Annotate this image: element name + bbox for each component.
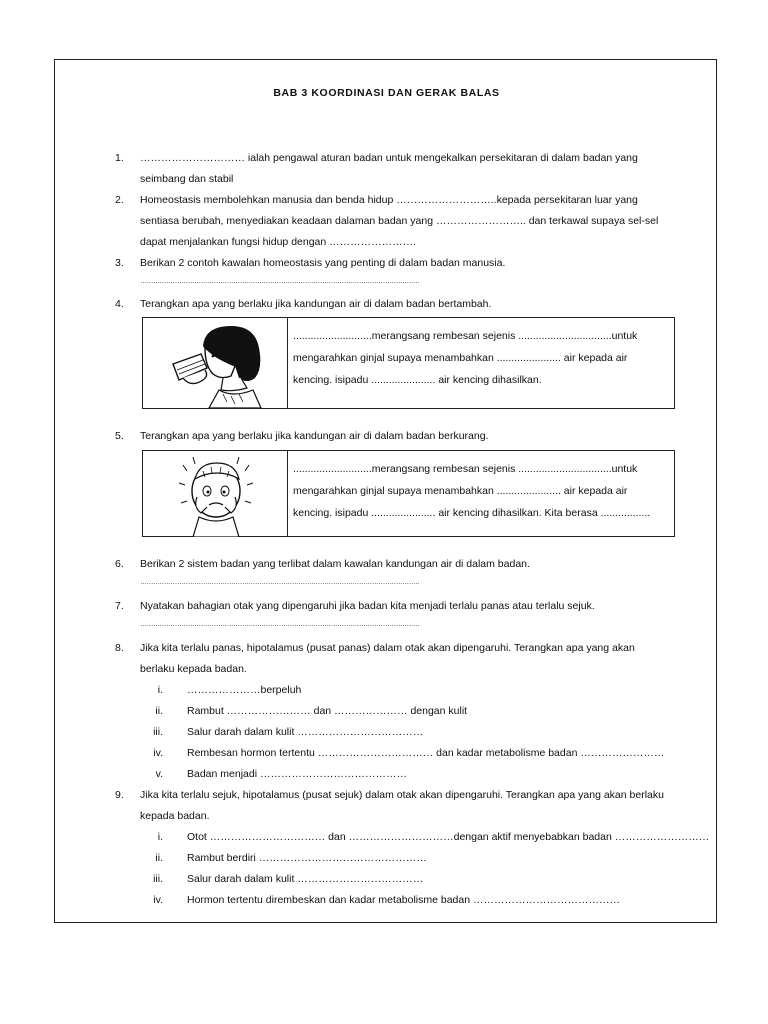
q9-item-3-number: iii. (153, 873, 163, 885)
thirsty-boy-illustration (143, 451, 288, 536)
q3-line-1: Berikan 2 contoh kawalan homeostasis yang penting di dalam badan manusia. (140, 257, 506, 269)
q5-box (142, 450, 675, 537)
q8-item-3-number: iii. (153, 726, 163, 738)
q8-item-1-text: …………………berpeluh (187, 684, 302, 696)
q2-line-3: dapat menjalankan fungsi hidup dengan ……………………. (140, 236, 417, 248)
q9-item-2-text: Rambut berdiri ………………………………………… (187, 852, 427, 864)
q4-line-1: Terangkan apa yang berlaku jika kandungan air di dalam badan bertambah. (140, 298, 492, 310)
q8-item-4-number: iv. (153, 747, 163, 759)
page-title: BAB 3 KOORDINASI DAN GERAK BALAS (273, 87, 500, 99)
q4-box-line-3: kencing. isipadu ...................... air kencing dihasilkan. (293, 374, 542, 386)
q8-item-3-text: Salur darah dalam kulit ……………………………… (187, 726, 424, 738)
q7-number: 7. (115, 600, 124, 612)
q9-item-4-text: Hormon tertentu dirembeskan dan kadar metabolisme badan …………………………………… (187, 894, 620, 906)
q5-line-1: Terangkan apa yang berlaku jika kandungan air di dalam badan berkurang. (140, 430, 489, 442)
q8-item-2-number: ii. (155, 705, 163, 717)
q8-item-5-text: Badan menjadi …………………………………… (187, 768, 407, 780)
q5-box-line-2: mengarahkan ginjal supaya menambahkan ...................... air kepada air (293, 485, 628, 497)
q3-number: 3. (115, 257, 124, 269)
q6-answer-line: ………………………………………………………………………………………………………………… (140, 579, 420, 586)
q4-box-line-2: mengarahkan ginjal supaya menambahkan ...................... air kepada air (293, 352, 628, 364)
q4-box (142, 317, 675, 409)
q8-item-2-text: Rambut …………………… dan ………………… dengan kulit (187, 705, 468, 717)
q9-item-1-text: Otot …………………………… dan …………………………dengan aktif menyebabkan badan ……………………… (187, 831, 710, 843)
q6-number: 6. (115, 558, 124, 570)
q9-item-2-number: ii. (155, 852, 163, 864)
q2-line-2: sentiasa berubah, menyediakan keadaan dalaman badan yang …………………….. dan terkawal supaya sel-sel (140, 215, 659, 227)
q7-answer-line: ………………………………………………………………………………………………………………… (140, 621, 420, 628)
q9-number: 9. (115, 789, 124, 801)
worksheet-page (54, 59, 717, 923)
q8-line-1: Jika kita terlalu panas, hipotalamus (pusat panas) dalam otak akan dipengaruhi. Terangkan apa yang akan (140, 642, 635, 654)
q1-line-2: seimbang dan stabil (140, 173, 234, 185)
drinking-girl-illustration (143, 318, 288, 408)
q8-item-1-number: i. (157, 684, 163, 696)
q9-item-3-text: Salur darah dalam kulit ……………………………… (187, 873, 424, 885)
q6-line-1: Berikan 2 sistem badan yang terlibat dalam kawalan kandungan air di dalam badan. (140, 558, 530, 570)
q8-item-5-number: v. (155, 768, 163, 780)
q9-line-1: Jika kita terlalu sejuk, hipotalamus (pusat sejuk) dalam otak akan dipengaruhi. Terangkan apa yang akan berlaku (140, 789, 664, 801)
q2-number: 2. (115, 194, 124, 206)
q1-line-1: ………………………… ialah pengawal aturan badan untuk mengekalkan persekitaran di dalam badan yang (140, 152, 638, 164)
q8-line-2: berlaku kepada badan. (140, 663, 247, 675)
q5-box-line-3: kencing. isipadu ...................... air kencing dihasilkan. Kita berasa ................. (293, 507, 651, 519)
q7-line-1: Nyatakan bahagian otak yang dipengaruhi jika badan kita menjadi terlalu panas atau terlalu sejuk. (140, 600, 595, 612)
q5-box-line-1: ...........................merangsang rembesan sejenis ................................untuk (293, 463, 638, 475)
q3-answer-line: ………………………………………………………………………………………………………………… (140, 278, 420, 285)
q8-number: 8. (115, 642, 124, 654)
q8-item-4-text: Rembesan hormon tertentu …………………………… dan kadar metabolisme badan …………………… (187, 747, 665, 759)
q9-item-4-number: iv. (153, 894, 163, 906)
q9-item-1-number: i. (157, 831, 163, 843)
q2-line-1: Homeostasis membolehkan manusia dan benda hidup ………………………..kepada persekitaran luar yang (140, 194, 638, 206)
q9-line-2: kepada badan. (140, 810, 210, 822)
q4-number: 4. (115, 298, 124, 310)
q5-number: 5. (115, 430, 124, 442)
q1-number: 1. (115, 152, 124, 164)
q4-box-line-1: ...........................merangsang rembesan sejenis ................................untuk (293, 330, 638, 342)
